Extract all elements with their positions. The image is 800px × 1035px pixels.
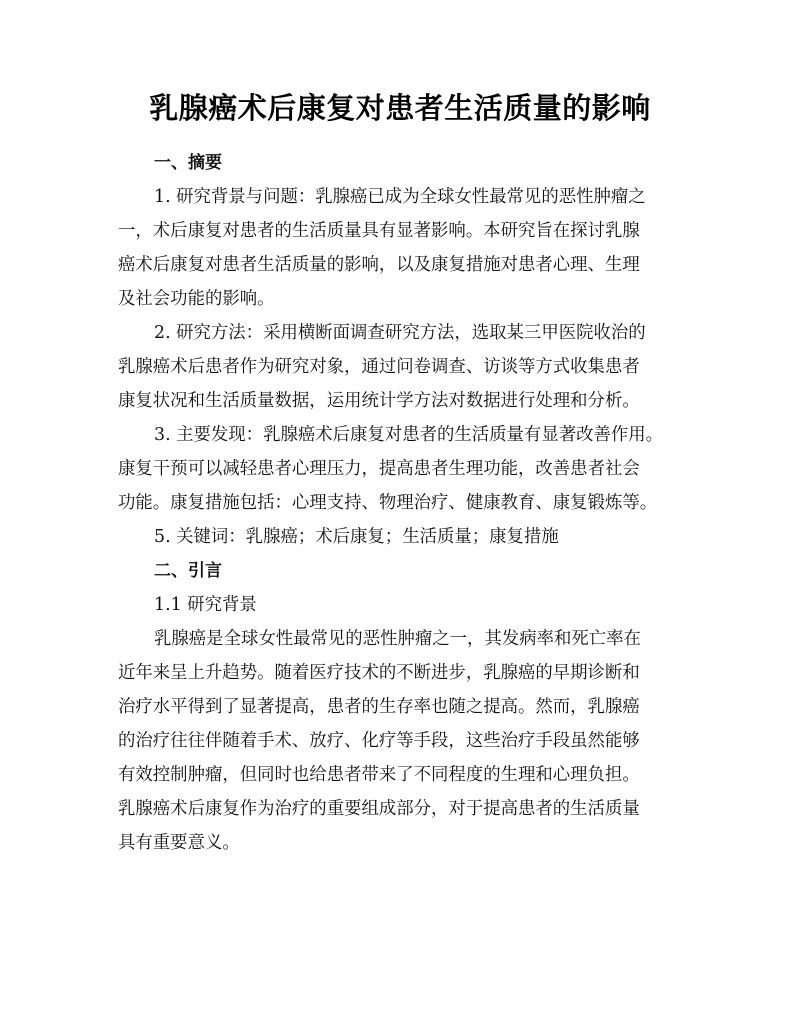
paragraph-line: 有效控制肿瘤，但同时也给患者带来了不同程度的生理和心理负担。 xyxy=(118,765,640,785)
abstract-paragraph-2 xyxy=(118,316,683,418)
paragraph-line: 一，术后康复对患者的生活质量具有显著影响。本研究旨在探讨乳腺 xyxy=(118,221,640,241)
paragraph-line: 乳腺癌术后康复作为治疗的重要组成部分，对于提高患者的生活质量 xyxy=(118,799,640,819)
abstract-paragraph-1 xyxy=(118,180,683,316)
paragraph-line: 2. 研究方法：采用横断面调查研究方法，选取某三甲医院收治的 xyxy=(154,323,646,343)
intro-paragraph-1 xyxy=(118,622,683,860)
paragraph-line: 及社会功能的影响。 xyxy=(118,289,275,309)
section-heading-abstract: 一、摘要 xyxy=(154,153,222,173)
keywords-line: 5. 关键词：乳腺癌；术后康复；生活质量；康复措施 xyxy=(154,527,559,547)
paragraph-line: 1. 研究背景与问题：乳腺癌已成为全球女性最常见的恶性肿瘤之 xyxy=(154,187,646,207)
paragraph-line: 具有重要意义。 xyxy=(118,833,240,853)
document-body xyxy=(118,146,683,860)
subsection-heading-background: 1.1 研究背景 xyxy=(154,595,257,615)
paragraph-line: 的治疗往往伴随着手术、放疗、化疗等手段，这些治疗手段虽然能够 xyxy=(118,731,640,751)
paragraph-line: 近年来呈上升趋势。随着医疗技术的不断进步，乳腺癌的早期诊断和 xyxy=(118,663,640,683)
abstract-paragraph-3 xyxy=(118,418,683,520)
paragraph-line: 乳腺癌是全球女性最常见的恶性肿瘤之一，其发病率和死亡率在 xyxy=(154,629,641,649)
document-title: 乳腺癌术后康复对患者生活质量的影响 xyxy=(149,91,651,125)
paragraph-line: 乳腺癌术后患者作为研究对象，通过问卷调查、访谈等方式收集患者 xyxy=(118,357,640,377)
paragraph-line: 3. 主要发现：乳腺癌术后康复对患者的生活质量有显著改善作用。 xyxy=(154,425,664,445)
paragraph-line: 癌术后康复对患者生活质量的影响，以及康复措施对患者心理、生理 xyxy=(118,255,640,275)
paragraph-line: 功能。康复措施包括：心理支持、物理治疗、健康教育、康复锻炼等。 xyxy=(118,493,658,513)
section-heading-intro: 二、引言 xyxy=(154,561,222,581)
paragraph-line: 康复状况和生活质量数据，运用统计学方法对数据进行处理和分析。 xyxy=(118,391,640,411)
paragraph-line: 康复干预可以减轻患者心理压力，提高患者生理功能，改善患者社会 xyxy=(118,459,640,479)
paragraph-line: 治疗水平得到了显著提高，患者的生存率也随之提高。然而，乳腺癌 xyxy=(118,697,640,717)
